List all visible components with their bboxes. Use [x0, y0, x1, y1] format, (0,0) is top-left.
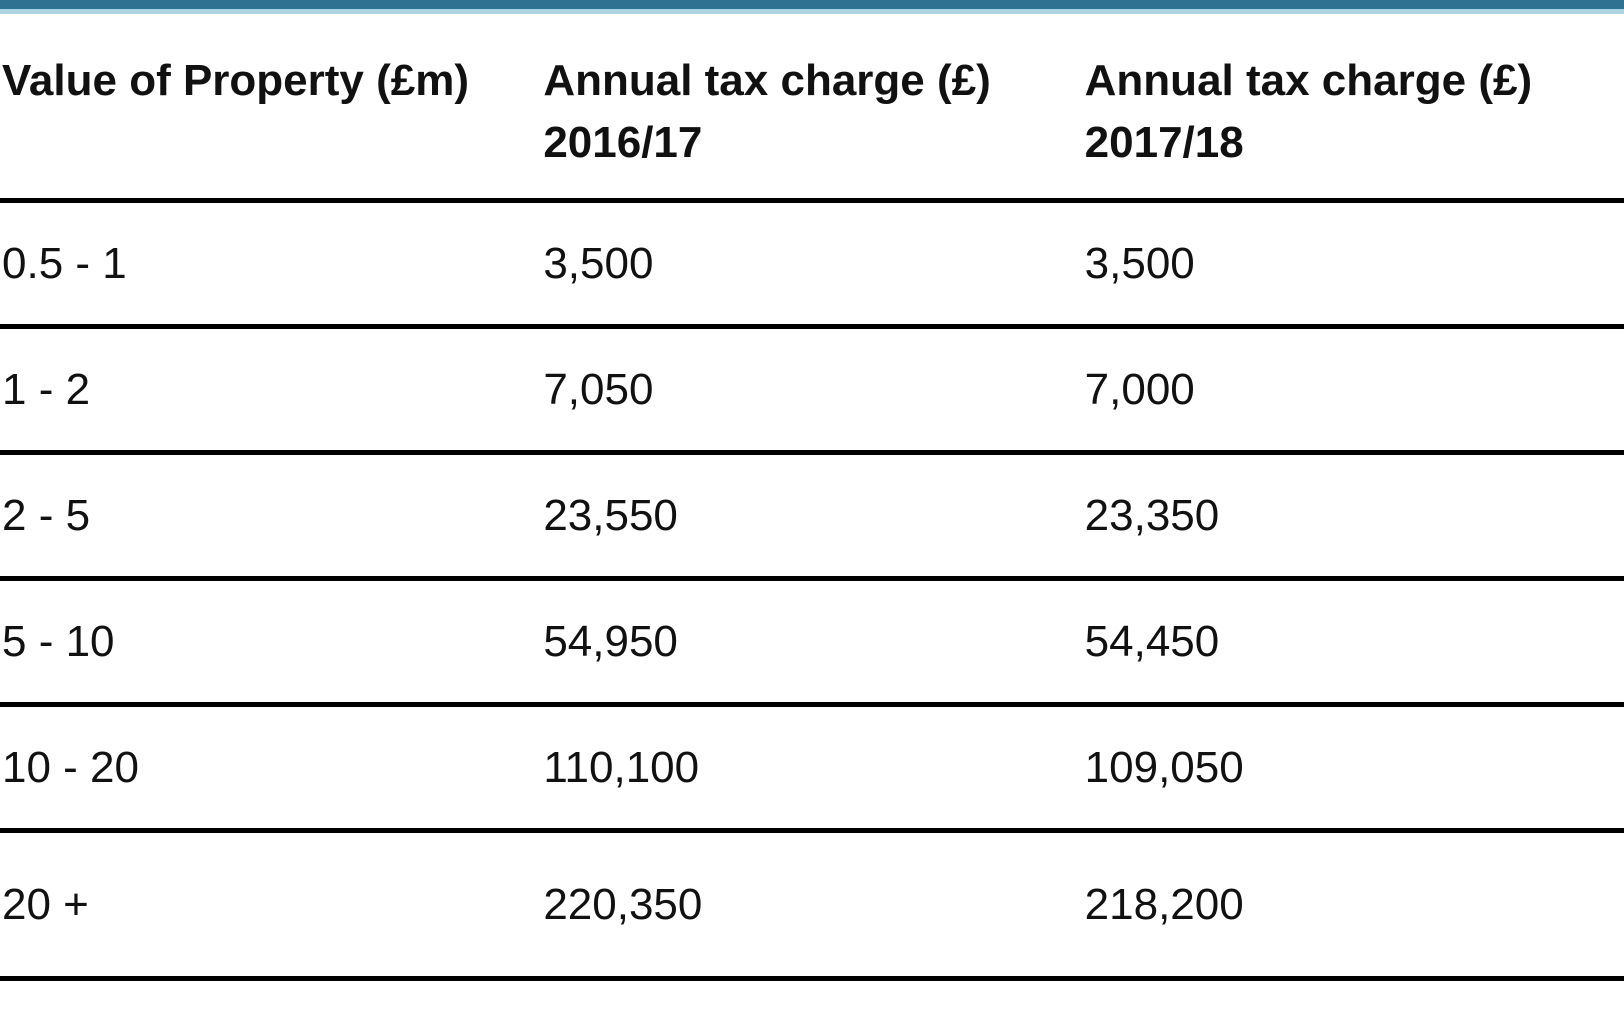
- cell-property-value: 5 - 10: [0, 579, 541, 705]
- cell-property-value: 20 +: [0, 831, 541, 979]
- header-charge-2016-17-line2: 2016/17: [543, 118, 703, 167]
- cell-property-value: 0.5 - 1: [0, 201, 541, 327]
- cell-charge-2017-18: 3,500: [1083, 201, 1624, 327]
- header-charge-2017-18-line2: 2017/18: [1084, 118, 1244, 167]
- cell-charge-2016-17: 23,550: [541, 453, 1082, 579]
- cell-charge-2016-17: 7,050: [541, 327, 1082, 453]
- cell-charge-2016-17: 220,350: [541, 831, 1082, 979]
- cell-property-value: 1 - 2: [0, 327, 541, 453]
- cell-charge-2017-18: 54,450: [1083, 579, 1624, 705]
- header-property-value: [0, 14, 541, 201]
- header-charge-2016-17-line1: Annual tax charge (£): [543, 56, 991, 105]
- cell-charge-2017-18: 109,050: [1083, 705, 1624, 831]
- header-charge-2016-17: [541, 14, 1082, 201]
- cell-charge-2016-17: 110,100: [541, 705, 1082, 831]
- table-row: [0, 831, 1624, 979]
- cell-charge-2017-18: 7,000: [1083, 327, 1624, 453]
- cell-charge-2016-17: 3,500: [541, 201, 1082, 327]
- cell-property-value: 10 - 20: [0, 705, 541, 831]
- table-row: [0, 453, 1624, 579]
- header-row: [0, 14, 1624, 201]
- cell-charge-2016-17: 54,950: [541, 579, 1082, 705]
- cell-charge-2017-18: 218,200: [1083, 831, 1624, 979]
- cell-charge-2017-18: 23,350: [1083, 453, 1624, 579]
- table-row: [0, 705, 1624, 831]
- annual-tax-charge-table: [0, 14, 1624, 981]
- header-charge-2017-18-line1: Annual tax charge (£): [1084, 56, 1533, 105]
- header-charge-2017-18: [1083, 14, 1624, 201]
- cell-property-value: 2 - 5: [0, 453, 541, 579]
- table-row: [0, 327, 1624, 453]
- table-row: [0, 201, 1624, 327]
- page-accent-bar: [0, 0, 1624, 9]
- header-property-value-line1: Value of Property (£m): [2, 56, 470, 105]
- table-row: [0, 579, 1624, 705]
